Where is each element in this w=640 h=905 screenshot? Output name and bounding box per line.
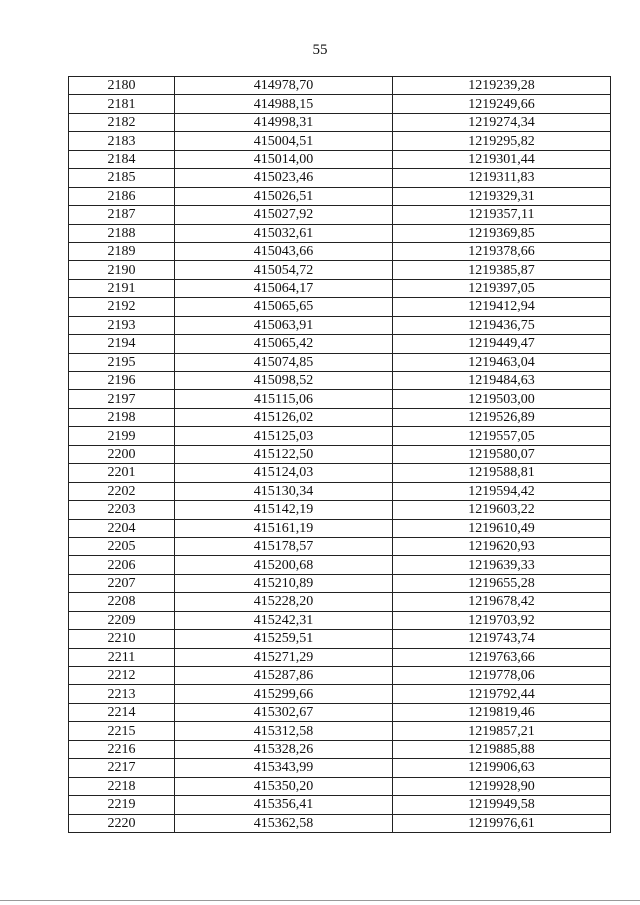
table-row <box>69 574 611 592</box>
y-coordinate-cell: 1219792,44 <box>393 685 611 703</box>
y-coordinate-cell: 1219655,28 <box>393 574 611 592</box>
y-coordinate-cell: 1219301,44 <box>393 150 611 168</box>
point-number-cell: 2187 <box>69 206 175 224</box>
table-row <box>69 648 611 666</box>
point-number-cell: 2196 <box>69 372 175 390</box>
table-row <box>69 814 611 832</box>
y-coordinate-cell: 1219329,31 <box>393 187 611 205</box>
table-row <box>69 556 611 574</box>
point-number-cell: 2209 <box>69 611 175 629</box>
table-row <box>69 759 611 777</box>
point-number-cell: 2191 <box>69 279 175 297</box>
x-coordinate-cell: 415064,17 <box>175 279 393 297</box>
x-coordinate-cell: 415098,52 <box>175 372 393 390</box>
x-coordinate-cell: 415356,41 <box>175 796 393 814</box>
point-number-cell: 2182 <box>69 113 175 131</box>
table-row <box>69 206 611 224</box>
y-coordinate-cell: 1219857,21 <box>393 722 611 740</box>
y-coordinate-cell: 1219274,34 <box>393 113 611 131</box>
table-row <box>69 298 611 316</box>
x-coordinate-cell: 415122,50 <box>175 445 393 463</box>
table-row <box>69 722 611 740</box>
x-coordinate-cell: 415178,57 <box>175 537 393 555</box>
point-number-cell: 2188 <box>69 224 175 242</box>
y-coordinate-cell: 1219639,33 <box>393 556 611 574</box>
point-number-cell: 2183 <box>69 132 175 150</box>
table-row <box>69 224 611 242</box>
table-row <box>69 630 611 648</box>
table-row <box>69 169 611 187</box>
table-row <box>69 464 611 482</box>
y-coordinate-cell: 1219885,88 <box>393 740 611 758</box>
y-coordinate-cell: 1219449,47 <box>393 335 611 353</box>
y-coordinate-cell: 1219239,28 <box>393 77 611 95</box>
x-coordinate-cell: 415065,65 <box>175 298 393 316</box>
table-row <box>69 427 611 445</box>
x-coordinate-cell: 415054,72 <box>175 261 393 279</box>
point-number-cell: 2201 <box>69 464 175 482</box>
y-coordinate-cell: 1219484,63 <box>393 372 611 390</box>
coordinates-table-body <box>69 77 611 833</box>
point-number-cell: 2220 <box>69 814 175 832</box>
x-coordinate-cell: 415210,89 <box>175 574 393 592</box>
bottom-divider <box>0 900 640 901</box>
point-number-cell: 2207 <box>69 574 175 592</box>
y-coordinate-cell: 1219311,83 <box>393 169 611 187</box>
point-number-cell: 2219 <box>69 796 175 814</box>
table-row <box>69 796 611 814</box>
table-row <box>69 113 611 131</box>
x-coordinate-cell: 415271,29 <box>175 648 393 666</box>
y-coordinate-cell: 1219906,63 <box>393 759 611 777</box>
point-number-cell: 2198 <box>69 408 175 426</box>
y-coordinate-cell: 1219594,42 <box>393 482 611 500</box>
table-row <box>69 501 611 519</box>
y-coordinate-cell: 1219378,66 <box>393 242 611 260</box>
y-coordinate-cell: 1219976,61 <box>393 814 611 832</box>
x-coordinate-cell: 415302,67 <box>175 703 393 721</box>
x-coordinate-cell: 414978,70 <box>175 77 393 95</box>
x-coordinate-cell: 415065,42 <box>175 335 393 353</box>
y-coordinate-cell: 1219620,93 <box>393 537 611 555</box>
table-row <box>69 353 611 371</box>
point-number-cell: 2213 <box>69 685 175 703</box>
y-coordinate-cell: 1219249,66 <box>393 95 611 113</box>
y-coordinate-cell: 1219385,87 <box>393 261 611 279</box>
x-coordinate-cell: 415063,91 <box>175 316 393 334</box>
y-coordinate-cell: 1219949,58 <box>393 796 611 814</box>
table-row <box>69 482 611 500</box>
y-coordinate-cell: 1219557,05 <box>393 427 611 445</box>
x-coordinate-cell: 415115,06 <box>175 390 393 408</box>
point-number-cell: 2186 <box>69 187 175 205</box>
point-number-cell: 2208 <box>69 593 175 611</box>
table-row <box>69 703 611 721</box>
x-coordinate-cell: 415200,68 <box>175 556 393 574</box>
y-coordinate-cell: 1219588,81 <box>393 464 611 482</box>
x-coordinate-cell: 415228,20 <box>175 593 393 611</box>
table-row <box>69 242 611 260</box>
coordinates-table <box>68 76 611 833</box>
y-coordinate-cell: 1219703,92 <box>393 611 611 629</box>
x-coordinate-cell: 415299,66 <box>175 685 393 703</box>
point-number-cell: 2185 <box>69 169 175 187</box>
point-number-cell: 2193 <box>69 316 175 334</box>
table-row <box>69 95 611 113</box>
table-row <box>69 150 611 168</box>
point-number-cell: 2212 <box>69 667 175 685</box>
point-number-cell: 2218 <box>69 777 175 795</box>
table-row <box>69 132 611 150</box>
x-coordinate-cell: 415312,58 <box>175 722 393 740</box>
x-coordinate-cell: 415043,66 <box>175 242 393 260</box>
x-coordinate-cell: 415004,51 <box>175 132 393 150</box>
point-number-cell: 2192 <box>69 298 175 316</box>
point-number-cell: 2184 <box>69 150 175 168</box>
x-coordinate-cell: 415027,92 <box>175 206 393 224</box>
table-row <box>69 372 611 390</box>
table-row <box>69 777 611 795</box>
table-row <box>69 316 611 334</box>
table-row <box>69 740 611 758</box>
point-number-cell: 2211 <box>69 648 175 666</box>
x-coordinate-cell: 415161,19 <box>175 519 393 537</box>
y-coordinate-cell: 1219412,94 <box>393 298 611 316</box>
x-coordinate-cell: 415014,00 <box>175 150 393 168</box>
y-coordinate-cell: 1219369,85 <box>393 224 611 242</box>
x-coordinate-cell: 415343,99 <box>175 759 393 777</box>
y-coordinate-cell: 1219763,66 <box>393 648 611 666</box>
y-coordinate-cell: 1219295,82 <box>393 132 611 150</box>
y-coordinate-cell: 1219580,07 <box>393 445 611 463</box>
x-coordinate-cell: 415026,51 <box>175 187 393 205</box>
point-number-cell: 2210 <box>69 630 175 648</box>
x-coordinate-cell: 415125,03 <box>175 427 393 445</box>
x-coordinate-cell: 414988,15 <box>175 95 393 113</box>
x-coordinate-cell: 415328,26 <box>175 740 393 758</box>
y-coordinate-cell: 1219603,22 <box>393 501 611 519</box>
table-row <box>69 408 611 426</box>
y-coordinate-cell: 1219743,74 <box>393 630 611 648</box>
x-coordinate-cell: 415287,86 <box>175 667 393 685</box>
table-row <box>69 685 611 703</box>
point-number-cell: 2216 <box>69 740 175 758</box>
point-number-cell: 2189 <box>69 242 175 260</box>
y-coordinate-cell: 1219503,00 <box>393 390 611 408</box>
table-row <box>69 667 611 685</box>
y-coordinate-cell: 1219436,75 <box>393 316 611 334</box>
x-coordinate-cell: 415130,34 <box>175 482 393 500</box>
y-coordinate-cell: 1219928,90 <box>393 777 611 795</box>
x-coordinate-cell: 415023,46 <box>175 169 393 187</box>
table-row <box>69 261 611 279</box>
y-coordinate-cell: 1219678,42 <box>393 593 611 611</box>
table-row <box>69 611 611 629</box>
point-number-cell: 2217 <box>69 759 175 777</box>
point-number-cell: 2199 <box>69 427 175 445</box>
x-coordinate-cell: 415362,58 <box>175 814 393 832</box>
point-number-cell: 2180 <box>69 77 175 95</box>
table-row <box>69 390 611 408</box>
x-coordinate-cell: 414998,31 <box>175 113 393 131</box>
x-coordinate-cell: 415242,31 <box>175 611 393 629</box>
point-number-cell: 2194 <box>69 335 175 353</box>
table-row <box>69 537 611 555</box>
x-coordinate-cell: 415124,03 <box>175 464 393 482</box>
y-coordinate-cell: 1219819,46 <box>393 703 611 721</box>
point-number-cell: 2200 <box>69 445 175 463</box>
point-number-cell: 2202 <box>69 482 175 500</box>
y-coordinate-cell: 1219397,05 <box>393 279 611 297</box>
table-row <box>69 77 611 95</box>
point-number-cell: 2203 <box>69 501 175 519</box>
point-number-cell: 2206 <box>69 556 175 574</box>
y-coordinate-cell: 1219357,11 <box>393 206 611 224</box>
page-number: 55 <box>312 42 328 58</box>
point-number-cell: 2190 <box>69 261 175 279</box>
point-number-cell: 2204 <box>69 519 175 537</box>
table-row <box>69 445 611 463</box>
x-coordinate-cell: 415126,02 <box>175 408 393 426</box>
point-number-cell: 2215 <box>69 722 175 740</box>
x-coordinate-cell: 415074,85 <box>175 353 393 371</box>
x-coordinate-cell: 415259,51 <box>175 630 393 648</box>
x-coordinate-cell: 415142,19 <box>175 501 393 519</box>
y-coordinate-cell: 1219778,06 <box>393 667 611 685</box>
point-number-cell: 2205 <box>69 537 175 555</box>
table-row <box>69 279 611 297</box>
point-number-cell: 2214 <box>69 703 175 721</box>
point-number-cell: 2197 <box>69 390 175 408</box>
point-number-cell: 2195 <box>69 353 175 371</box>
table-row <box>69 335 611 353</box>
x-coordinate-cell: 415032,61 <box>175 224 393 242</box>
x-coordinate-cell: 415350,20 <box>175 777 393 795</box>
point-number-cell: 2181 <box>69 95 175 113</box>
y-coordinate-cell: 1219463,04 <box>393 353 611 371</box>
table-row <box>69 187 611 205</box>
table-row <box>69 519 611 537</box>
table-row <box>69 593 611 611</box>
y-coordinate-cell: 1219526,89 <box>393 408 611 426</box>
y-coordinate-cell: 1219610,49 <box>393 519 611 537</box>
